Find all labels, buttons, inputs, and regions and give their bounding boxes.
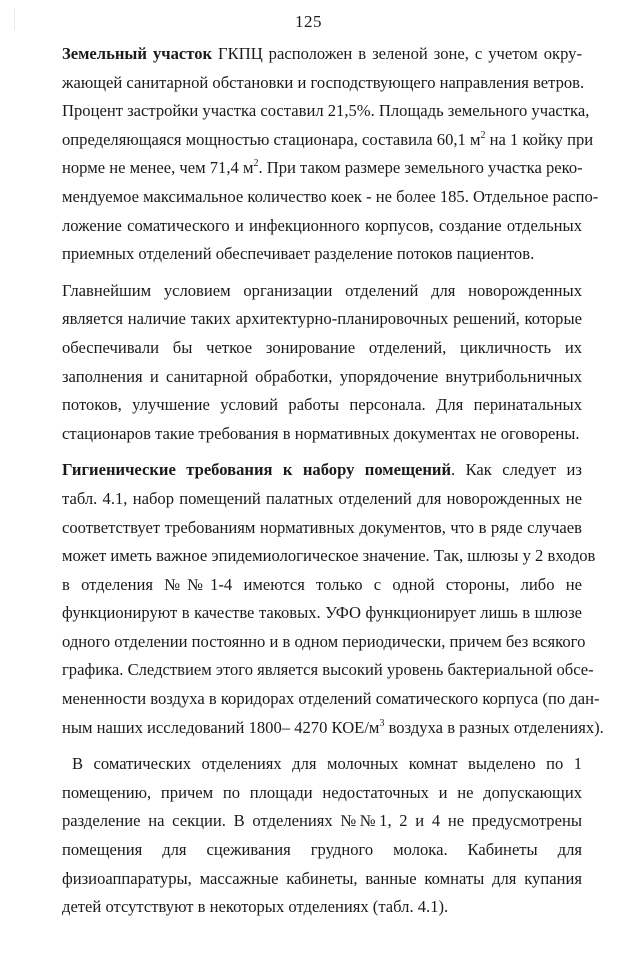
line-text: ложение соматического и инфекционного корпусов, создание отдельных	[62, 215, 582, 235]
page-number: 125	[295, 12, 322, 31]
superscript: 2	[253, 158, 259, 170]
text-line	[62, 240, 582, 269]
text-line	[62, 126, 594, 155]
text-line	[62, 277, 582, 306]
bold-heading: Земельный участок	[62, 44, 213, 63]
text-line	[62, 420, 582, 449]
line-text: может иметь важное эпидемиологическое значение. Так, шлюзы у 2 входов	[62, 546, 596, 566]
paragraph	[62, 277, 582, 449]
paragraph	[62, 750, 582, 922]
line-text-continued: . При таком размере земельного участка реко-	[258, 158, 583, 178]
text-line	[62, 836, 582, 865]
text-line	[62, 542, 596, 571]
line-text: является наличие таких архитектурно-планировочных решений, которые	[62, 309, 582, 329]
paragraph	[62, 456, 604, 742]
line-text: Главнейшим условием организации отделений для новорожденных	[62, 280, 582, 300]
text-line	[62, 97, 590, 126]
line-text: ГКПЦ расположен в зеленой зоне, с учетом окру-	[212, 44, 582, 63]
superscript: 2	[480, 129, 486, 141]
line-text-continued: на 1 койку при	[485, 129, 594, 149]
line-text: Процент застройки участка составил 21,5%. Площадь земельного участка,	[62, 101, 590, 121]
text-line	[62, 40, 582, 69]
text-line	[62, 865, 582, 894]
line-text: жающей санитарной обстановки и господствующего направления ветров.	[62, 72, 585, 92]
line-text: заполнения и санитарной обработки, упорядочение внутрибольничных	[62, 366, 582, 386]
line-text: графика. Следствием этого является высокий уровень бактериальной обсе-	[62, 660, 594, 680]
text-line	[62, 514, 582, 543]
body-text	[62, 40, 604, 930]
text-line	[62, 69, 585, 98]
text-line	[62, 183, 599, 212]
line-text: . Как следует из	[451, 460, 582, 480]
text-line	[62, 305, 582, 334]
text-line	[62, 893, 582, 922]
text-line	[62, 685, 600, 714]
text-line	[62, 212, 582, 241]
text-line	[62, 363, 582, 392]
line-text: В соматических отделениях для молочных комнат выделено по 1	[72, 754, 582, 774]
line-text-continued: воздуха в разных отделениях).	[384, 717, 604, 737]
line-text: разделение на секции. В отделениях №№1, 2 и 4 не предусмотрены	[62, 811, 582, 831]
line-text: детей отсутствуют в некоторых отделениях (табл. 4.1).	[62, 897, 449, 917]
text-line	[62, 628, 586, 657]
paragraph	[62, 40, 599, 269]
text-line	[62, 750, 582, 779]
line-text: определяющаяся мощностью стационара, составила 60,1 м	[62, 129, 481, 149]
text-line	[62, 456, 582, 485]
line-text: физиоаппаратуры, массажные кабинеты, ванные комнаты для купания	[62, 868, 582, 888]
superscript: 3	[379, 717, 385, 729]
text-line	[62, 807, 582, 836]
line-text: норме не менее, чем 71,4 м	[62, 158, 254, 178]
line-text: функционируют в качестве таковых. УФО функционирует лишь в шлюзе	[62, 603, 582, 623]
text-line	[62, 154, 582, 183]
bold-heading: Гигиенические требования к набору помещений	[62, 460, 452, 480]
line-text: потоков, улучшение условий работы персонала. Для перинатальных	[62, 395, 582, 415]
text-line	[62, 571, 582, 600]
line-text: соответствует требованиям нормативных документов, что в ряде случаев	[62, 517, 582, 537]
line-text: мененности воздуха в коридорах отделений соматического корпуса (по дан-	[62, 689, 600, 709]
line-text: мендуемое максимальное количество коек - не более 185. Отдельное распо-	[62, 186, 599, 206]
text-line	[62, 599, 582, 628]
line-text: помещению, причем по площади недостаточных и не допускающих	[62, 782, 582, 802]
text-line	[62, 779, 582, 808]
line-text: в отделения №№1-4 имеются только с одной стороны, либо не	[62, 574, 582, 594]
line-text: обеспечивали бы четкое зонирование отделений, цикличность их	[62, 337, 582, 357]
text-line	[62, 714, 604, 743]
line-text: помещения для сцеживания грудного молока. Кабинеты для	[62, 840, 582, 860]
line-text: ным наших исследований 1800– 4270 КОЕ/м	[62, 717, 380, 737]
line-text: приемных отделений обеспечивает разделение потоков пациентов.	[62, 244, 535, 264]
line-text: табл. 4.1, набор помещений палатных отделений для новорожденных не	[62, 488, 582, 508]
line-text: стационаров такие требования в нормативных документах не оговорены.	[62, 423, 580, 443]
line-text: одного отделении постоянно и в одном периодически, причем без всякого	[62, 631, 586, 651]
text-line	[62, 391, 582, 420]
text-line	[62, 334, 582, 363]
text-line	[62, 656, 594, 685]
text-line	[62, 485, 582, 514]
